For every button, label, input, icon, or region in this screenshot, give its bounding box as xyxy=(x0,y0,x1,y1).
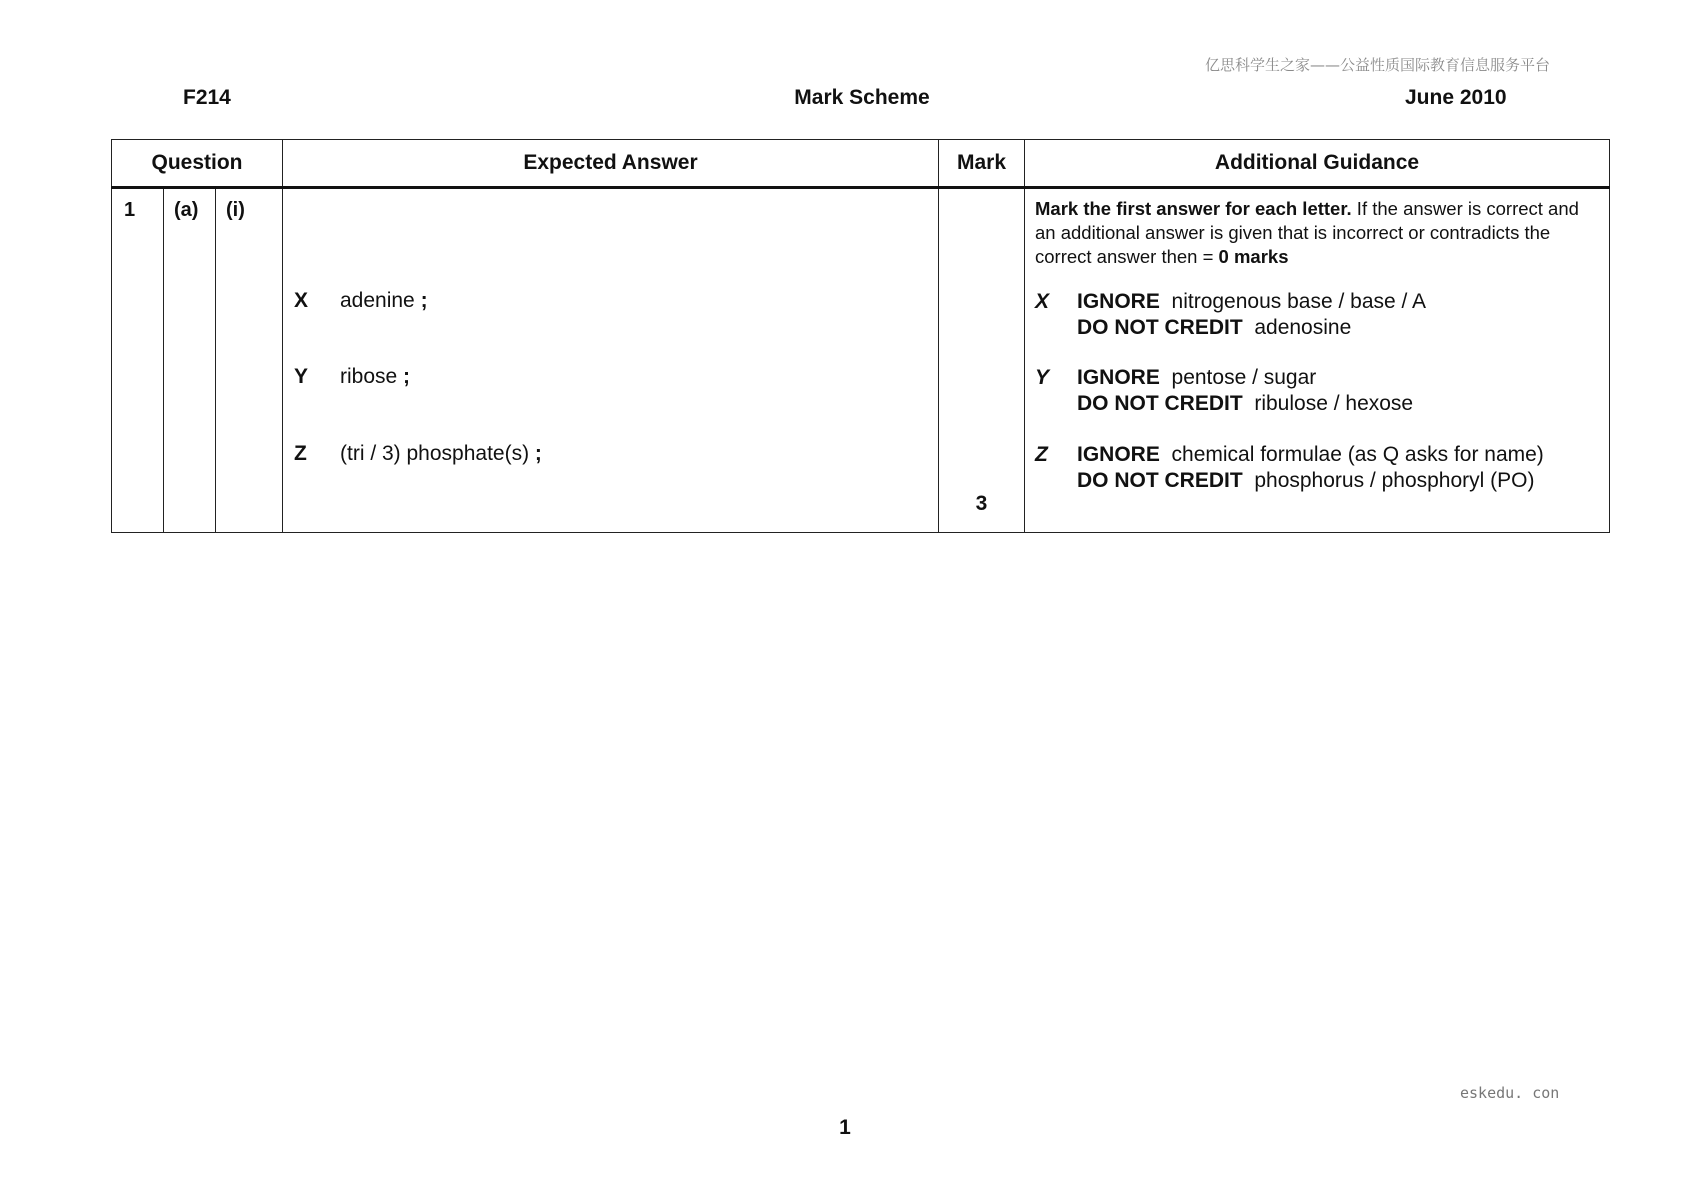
paper-code: F214 xyxy=(183,86,231,109)
mark-value: 3 xyxy=(975,492,988,515)
mark-cell xyxy=(939,188,1025,533)
guidance-intro: Mark the first answer for each letter. If the answer is correct and an additional answer is given that is incorrect or contradicts the correct answer then = 0 marks xyxy=(1035,198,1579,267)
answer-letter: Y xyxy=(294,365,309,388)
answer-z xyxy=(294,442,542,466)
question-number: 1 xyxy=(112,188,164,533)
col-question: Question xyxy=(112,140,283,188)
guidance-z: Z IGNORE chemical formulae (as Q asks for name) DO NOT CREDIT phosphorus / phosphoryl (PO) xyxy=(1035,443,1544,492)
guidance-letter: Y xyxy=(1035,366,1050,389)
guidance-y: Y IGNORE pentose / sugar DO NOT CREDIT ribulose / hexose xyxy=(1035,366,1414,415)
exam-date: June 2010 xyxy=(1405,86,1507,109)
answer-text: adenine xyxy=(340,289,415,312)
col-additional-guidance: Additional Guidance xyxy=(1025,140,1610,188)
col-mark: Mark xyxy=(939,140,1025,188)
question-part: (a) xyxy=(164,188,216,533)
page-title: Mark Scheme xyxy=(794,86,930,109)
question-subpart: (i) xyxy=(216,188,283,533)
answer-y xyxy=(294,365,410,389)
guidance-letter: X xyxy=(1035,290,1050,313)
expected-answer-cell xyxy=(283,188,939,533)
answer-semicolon: ; xyxy=(534,442,542,465)
answer-text: ribose xyxy=(340,365,398,388)
guidance-letter: Z xyxy=(1035,443,1048,466)
guidance-x: X IGNORE nitrogenous base / base / A DO NOT CREDIT adenosine xyxy=(1035,290,1427,339)
site-banner: 亿思科学生之家——公益性质国际教育信息服务平台 xyxy=(1204,56,1550,74)
table-header-row xyxy=(112,140,1610,188)
col-expected-answer: Expected Answer xyxy=(283,140,939,188)
answer-x xyxy=(294,289,428,313)
page-number: 1 xyxy=(839,1116,851,1139)
answer-letter: X xyxy=(294,289,309,312)
answer-text: (tri / 3) phosphate(s) xyxy=(340,442,530,465)
answer-letter: Z xyxy=(294,442,307,465)
footer-watermark: eskedu. con xyxy=(1460,1084,1560,1102)
answer-semicolon: ; xyxy=(420,289,428,312)
guidance-cell xyxy=(1025,188,1610,533)
table-row xyxy=(112,188,1610,533)
answer-semicolon: ; xyxy=(403,365,411,388)
mark-scheme-table xyxy=(111,139,1610,533)
